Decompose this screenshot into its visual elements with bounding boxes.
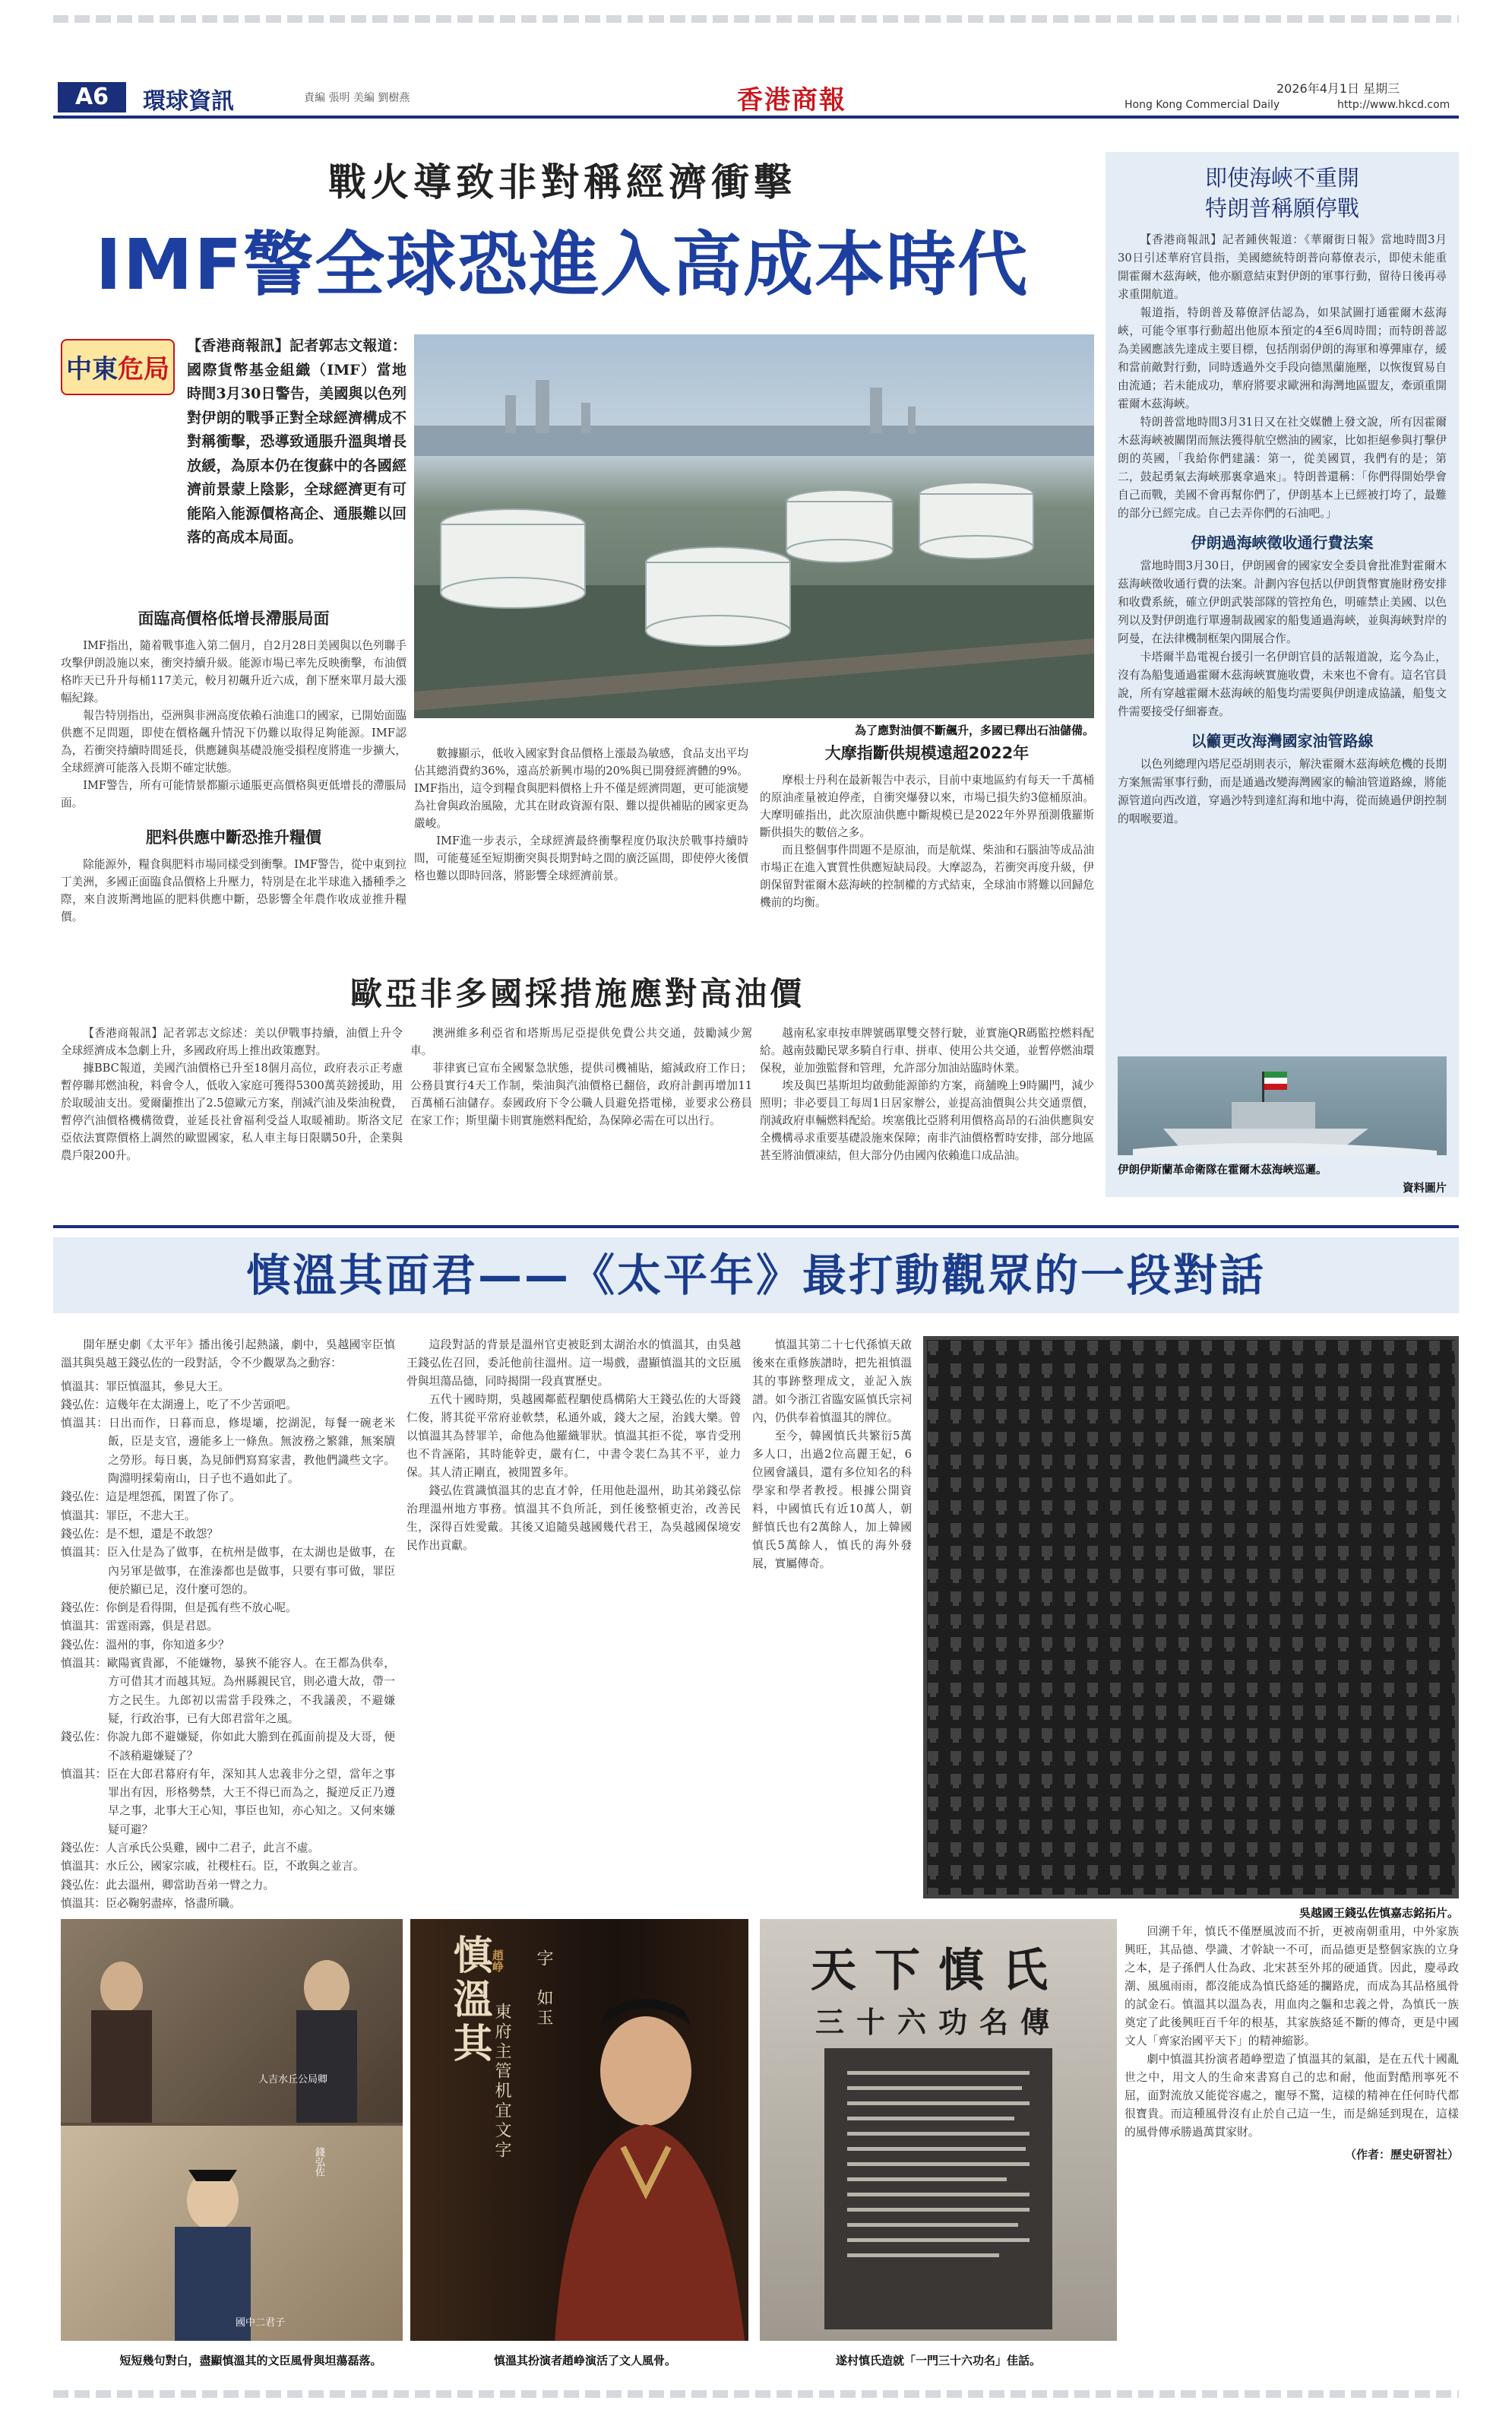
stills-caption: 短短幾句對白，盡顯慎溫其的文臣風骨與坦蕩磊落。 bbox=[119, 2354, 382, 2367]
page-color-bar-bottom bbox=[53, 2390, 1459, 2398]
dialogue-line: 錢弘佐：這幾年在太湖邊上，吃了不少苦頭吧。 bbox=[61, 1398, 297, 1411]
badge-text-a: 中東 bbox=[66, 354, 118, 385]
plaque-inscription bbox=[832, 2063, 1045, 2314]
feature-para-7: 劇中慎溫其扮演者趙峥塑造了慎溫其的氣韻，是在五代十國亂世之中，用文人的生命來書寫自己的忠和耐，他面對酷刑寧死不屈，面對流放又能從容處之，寵辱不驚，這樣的精神在任何時代都很寶貴。而這種風骨沒有止於自己這一生，而是綿延到現在，這樣的風骨傳承勝過萬貫家財。 bbox=[1125, 2053, 1459, 2139]
oil-tanks-photo bbox=[414, 334, 1094, 718]
lead-left-body bbox=[61, 593, 406, 926]
patrol-boat-photo bbox=[1118, 1056, 1447, 1155]
lead-left-column bbox=[61, 334, 406, 550]
lead-para-1: IMF指出，隨着戰事進入第二個月，自2月28日美國與以色列聯手攻擊伊朗設施以來，衝突持續升級。能源市場已率先反映衝擊，布油價格昨天已升升每桶117美元，較月初飆升近六成，創下歷來單月最大漲幅紀錄。 bbox=[61, 639, 406, 705]
stele-rubbing-photo bbox=[923, 1336, 1459, 1898]
stele-texture bbox=[923, 1336, 1459, 1898]
section-name: 環球資訊 bbox=[143, 88, 234, 115]
lead-subhead-2: 肥料供應中斷恐推升糧價 bbox=[146, 828, 321, 847]
sidebar-subhead-2: 伊朗過海峽徵收通行費法案 bbox=[1191, 534, 1374, 552]
sidebar-para-1: 【香港商報訊】記者鍾俠報道：《華爾街日報》當地時間3月30日引述華府官員指，美國總統特朗普向幕僚表示，即使未能重開霍爾木茲海峽，他亦願意結束對伊朗的軍事行動，留待日後再尋求重開航道。 bbox=[1118, 233, 1447, 301]
feature-intro: 開年歷史劇《太平年》播出後引起熱議，劇中，吳越國宰臣慎溫其與吳越王錢弘佐的一段對話，令不少觀眾為之動容： bbox=[61, 1338, 395, 1370]
poster-zi: 字 如玉 bbox=[534, 1949, 553, 2028]
section-divider bbox=[53, 1225, 1459, 1228]
dialogue-line: 慎溫其：臣入仕是為了做事，在杭州是做事，在太湖也是做事，在內另軍是做事，在淮溱都也是做事，只要有事可做，罪臣便於顯已足，沒什麼可怨的。 bbox=[61, 1546, 395, 1596]
lead-para-5: 數據顯示，低收入國家對食品價格上漲最為敏感，食品支出平均佔其總消費約36%，遠高於新興市場的20%與已開發經濟體的9%。IMF指出，這令到糧食與肥料價格上升不僅是經濟問題，更可能演變為社會與政治風險，尤其在財政資源有限、難以提供補貼的國家更為嚴峻。 bbox=[414, 747, 748, 830]
patrol-photo-caption: 伊朗伊斯蘭革命衛隊在霍爾木茲海峽巡邏。 bbox=[1118, 1164, 1327, 1176]
badge-text-b: 危局 bbox=[118, 354, 169, 385]
lead-subhead-1: 面臨高價格低增長滯脹局面 bbox=[138, 610, 330, 628]
plaque-caption: 遂村慎氏造就「一門三十六功名」佳話。 bbox=[835, 2354, 1041, 2367]
euro-para-1: 【香港商報訊】記者郭志文綜述：美以伊戰事持續，油價上升令全球經濟成本急劇上升，多國政府馬上推出政策應對。 bbox=[61, 1027, 403, 1057]
feature-para-2a: 這段對話的背景是溫州官吏被貶到太湖治水的慎溫其，由吳越王錢弘佐召回，委託他前往溫州。這一場戲，盡顯慎溫其的文臣風骨與坦蕩品德，同時揭開一段真實歷史。 bbox=[406, 1338, 741, 1388]
drama-poster-photo bbox=[410, 1919, 748, 2341]
page-color-bar-top bbox=[53, 15, 1459, 23]
lead-para-8: 而且整個事件問題不是原油，而是航煤、柴油和石腦油等成品油市場正在進入實質性供應短缺局段。大摩認為，若衝突再度升級，伊朗保留對霍爾木茲海峽的控制權的方式結束，全球油市將難以回歸危機前的均衡。 bbox=[760, 844, 1094, 909]
feature-headline: 慎溫其面君——《太平年》最打動觀眾的一段對話 bbox=[53, 1237, 1459, 1313]
page-header bbox=[53, 79, 1459, 119]
euro-para-6: 埃及與巴基斯坦均啟動能源節約方案，商舖晚上9時關門，減少照明；非必要員工每周1日居家辦公，並提高油價與公共交通票價，削減政府車輛燃料配給。埃塞俄比亞將利用價格高昂的石油供應與安全機構尋求重要基礎設施來保障；南非汽油價格暫時安排，部分地區甚至將油價凍結，但大部分仍由國內依賴進口成品油。 bbox=[760, 1079, 1094, 1162]
sidebar-headline-1a: 即使海峽不重開 bbox=[1204, 165, 1359, 191]
lead-right-column bbox=[760, 741, 1094, 911]
patrol-boat-illustration bbox=[1118, 1056, 1447, 1155]
poster-caption: 慎溫其扮演者趙峥演活了文人風骨。 bbox=[493, 2354, 676, 2367]
still-label-3: 錢弘佐 bbox=[313, 2147, 324, 2177]
sidebar-para-2: 報道指，特朗普及幕僚評估認為，如果試圖打通霍爾木茲海峽，可能令軍事行動超出他原本預定的4至6周時間；而特朗普認為美國應該先達成主要目標，包括削弱伊朗的海軍和導彈庫存，緩和當前敵對行動，同時透過外交手段向德黑蘭施壓，以恢復貿易自由流通；若未能成功，華府將要求歐洲和海灣地區盟友，牽頭重開霍爾木茲海峽。 bbox=[1118, 306, 1447, 410]
sidebar-subhead-3: 以籲更改海灣國家油管路線 bbox=[1191, 732, 1374, 750]
feature-para-3: 錢弘佐賞識慎溫其的忠直才幹，任用他赴溫州，助其弟錢弘倧治理溫州地方事務。慎溫其不負所託，到任後整頓吏治，改善民生，深得百姓愛戴。其後又追隨吳越國幾代君王，為吳越國保境安民作出貢獻。 bbox=[406, 1484, 741, 1552]
feature-col-2 bbox=[406, 1336, 741, 1555]
dialogue-line: 錢弘佐：溫州的事，你知道多少？ bbox=[61, 1638, 229, 1651]
feature-author: （作者：歷史研習社） bbox=[1344, 2148, 1459, 2161]
lead-kicker: 戰火導致非對稱經濟衝擊 bbox=[328, 160, 796, 204]
lead-para-3: IMF警告，所有可能情景都顯示通脹更高價格與更低增長的滯脹局面。 bbox=[61, 779, 406, 809]
lead-para-2: 報告特別指出，亞洲與非洲高度依賴石油進口的國家，已開始面臨供應不足問題，即使在價格飆升情況下仍難以取得足夠能源。IMF認為，若衝突持續時間延長，供應鏈與基礎設施受損程度將進一步擴大，全球經濟可能落入長期不確定狀態。 bbox=[61, 709, 406, 774]
poster-actor: 趙峥 bbox=[491, 1949, 505, 1972]
feature-para-6: 回溯千年，慎氏不僅歷風波而不折，更被南朝重用，中外家族興旺，其品德、學識、才幹缺一不可，而品德更是整個家族的立身之本，是子孫們人仕為政、北宋甚至外邦的硬通貨。因此，慶尋政潮、風風雨雨，都沒能成為慎氏絡延的攔路虎，而成為其品格風骨的試金石。慎溫其以溫為表，用血肉之軀和忠義之骨，為慎氏一族奠定了此後興旺百千年的根基，其家族絡延不斷的傳奇，更是中國文人「齊家治國平天下」的精神縮影。 bbox=[1125, 1925, 1459, 2047]
euro-col-2 bbox=[410, 1024, 752, 1129]
dialogue-line: 錢弘佐：是不想，還是不敢怨？ bbox=[61, 1527, 219, 1541]
poster-title: 慎溫其 bbox=[446, 1934, 492, 2066]
lead-middle-column bbox=[414, 745, 748, 885]
website-link[interactable]: http://www.hkcd.com bbox=[1337, 99, 1450, 111]
feature-para-5: 至今，韓國慎氏共繁衍5萬多人口，出過2位高麗王妃，6位國會議員，還有多位知名的科學家和學者教授。根據公開資料，中國慎氏有近10萬人，朝鮮慎氏也有2萬餘人，加上韓國慎氏5萬餘人，慎氏的海外發展，實屬傳奇。 bbox=[752, 1430, 912, 1570]
dialogue-line: 錢弘佐：此去溫州，卿當助吾弟一臂之力。 bbox=[61, 1878, 275, 1892]
plaque-subtitle: 三十六功名傳 bbox=[815, 2005, 1061, 2039]
feature-dialogue-column bbox=[61, 1336, 395, 1913]
oil-tanks-illustration bbox=[414, 334, 1094, 718]
patrol-photo-credit: 資料圖片 bbox=[1403, 1183, 1447, 1195]
dialogue-line: 慎溫其：罪臣，不悲大王。 bbox=[61, 1509, 196, 1522]
dialogue-line: 錢弘佐：你倒是看得開，但是孤有些不放心呢。 bbox=[61, 1601, 297, 1615]
dialogue-line: 錢弘佐：你說九郎不避嫌疑，你如此大膽到在孤面前提及大哥，便不該稍避嫌疑了？ bbox=[61, 1731, 395, 1762]
dialogue-line: 錢弘佐：這是埋怨孤，閑置了你了。 bbox=[61, 1490, 241, 1504]
dialogue-line: 慎溫其：日出而作，日暮而息，修堤壩，挖湖泥，每餐一碗老米飯，臣是支官，邊能多上一條魚。無波務之繁雜，無案牘之勞形。每日裏，為見師們寫寫家書，教他們識些文字。陶淵明採菊南山，日子也不過如此了。 bbox=[61, 1417, 395, 1486]
dialogue-line: 慎溫其：歐陽賓貴鄙，不能嫌物，暴狹不能容人。在王都為供奉，方可借其才而越其短。為州縣親民官，則必遺大故，帶一方之民生。九郎初以需當手段殊之，不我議羨，不避嫌疑，行政治事，已有大郎君當年之風。 bbox=[61, 1657, 395, 1725]
editor-credits: 責編 張明 美編 劉樹燕 bbox=[304, 92, 410, 104]
still-label-2: 國中二君子 bbox=[236, 2317, 286, 2329]
sidebar-para-3: 特朗普當地時間3月31日又在社交媒體上發文說，所有因霍爾木茲海峽被關閉而無法獲得航空燃油的國家，比如拒絕參與打擊伊朗的英國，「我給你們建議：第一，從美國買，我們有的是；第二，鼓起勇氣去海峽那裏拿過來」。特朗普還稱：「你們得開始學會自己而戰，美國不會再幫你們了，伊朗基本上已經被打垮了，最難的部分已經完成。自己去弄你們的石油吧。」 bbox=[1118, 416, 1447, 520]
euro-para-5: 越南私家車按車牌號碼單雙交替行駛，並實施QR碼監控燃料配給。越南鼓勵民眾多騎自行車、拼車、使用公共交通，並暫停燃油環保稅，並加強監督和管理，允許部分加油站臨時休業。 bbox=[760, 1027, 1094, 1075]
paper-logo: 香港商報 bbox=[737, 85, 846, 116]
dialogue-line: 慎溫其：雷霆雨露，俱是君恩。 bbox=[61, 1620, 219, 1633]
euro-para-4: 菲律賓已宣布全國緊急狀態，提供司機補貼，縮減政府工作日；公務員實行4天工作制，柴油與汽油價格已翻倍，政府計劃再增加11百萬桶石油儲存。泰國政府下令公職人員避免搭電梯，並要求公務員在家工作；斯里蘭卡則實施燃料配給，為保障必需在可以出行。 bbox=[410, 1062, 752, 1127]
lead-intro: 【香港商報訊】記者郭志文報道：國際貨幣基金組織（IMF）當地時間3月30日警告，美國與以色列對伊朗的戰爭正對全球經濟構成不對稱衝擊，恐導致通脹升溫與增長放緩，為原本仍在復蘇中的各國經濟前景蒙上陰影，全球經濟更有可能陷入能源價格高企、通脹難以回落的高成本局面。 bbox=[187, 337, 406, 546]
feature-col-4 bbox=[1125, 1923, 1459, 2162]
dialogue-line: 慎溫其：罪臣慎溫其，參見大王。 bbox=[61, 1379, 229, 1393]
lead-headline: IMF警全球恐進入高成本時代 bbox=[95, 224, 1030, 306]
sidebar-para-6: 以色列總理內塔尼亞胡則表示，解決霍爾木茲海峽危機的長期方案無需軍事行動，而是通過改變海灣國家的輸油管道路線，將能源管道向西改道，穿過沙特到達紅海和地中海，從而繞過伊朗控制的咽喉要道。 bbox=[1118, 758, 1447, 825]
euro-col-3 bbox=[760, 1024, 1094, 1164]
euro-headline: 歐亞非多國採措施應對高油價 bbox=[350, 975, 805, 1012]
sidebar-para-5: 卡塔爾半島電視台援引一名伊朗官員的話報道說，迄今為止，沒有為船隻通過霍爾木茲海峽實施收費，未來也不會有。這名官員說，所有穿越霍爾木茲海峽的船隻均需要與伊朗達成協議，船隻文件需要接受仔細審查。 bbox=[1118, 651, 1447, 718]
feature-para-4: 慎溫其第二十七代孫慎天啟後來在重修族譜時，把先祖慎溫其的事跡整理成文，並記入族譜。如今浙江省臨安區慎氏宗祠內，仍供奉着慎溫其的牌位。 bbox=[752, 1338, 912, 1424]
sidebar-headline-1b: 特朗普稱願停戰 bbox=[1204, 195, 1359, 221]
lead-subhead-3: 大摩指斷供規模遠超2022年 bbox=[824, 744, 1030, 762]
page-number: A6 bbox=[58, 82, 126, 112]
dialogue-line: 慎溫其：水丘公，國家宗戚，社稷柱石。臣，不敢與之並言。 bbox=[61, 1860, 365, 1873]
still-label-1: 人吉水丘公局卿 bbox=[258, 2074, 328, 2085]
plaque-title: 天下慎氏 bbox=[811, 1944, 1066, 1997]
clan-plaque-photo bbox=[760, 1919, 1117, 2341]
poster-subtitle: 東府主管机宜文字 bbox=[492, 2003, 511, 2161]
stele-caption: 吳越國王錢弘佐慎嘉志銘拓片。 bbox=[1298, 1906, 1459, 1920]
sidebar-headline-1 bbox=[1106, 163, 1459, 223]
trump-sidebar bbox=[1106, 152, 1459, 1197]
oil-photo-caption: 為了應對油價不斷飆升，多國已釋出石油儲備。 bbox=[854, 724, 1094, 737]
paper-english-name: Hong Kong Commercial Daily bbox=[1125, 99, 1280, 111]
euro-para-3: 澳洲維多利亞省和塔斯馬尼亞提供免費公共交通，鼓勵減少駕車。 bbox=[410, 1027, 752, 1057]
issue-date: 2026年4月1日 星期三 bbox=[1276, 81, 1400, 96]
dialogue-line: 慎溫其：臣在大郎君幕府有年，深知其人忠義非分之望，當年之事罪出有因，形格勢禁，大王不得已而為之，擬逆反正乃遵早之事，北事大王心知，事臣也知，亦心知之。又何來嫌疑可避？ bbox=[61, 1767, 395, 1836]
stills-figures bbox=[61, 1919, 403, 2341]
lead-para-7: 摩根士丹利在最新報告中表示，目前中東地區約有每天一千萬桶的原油產量被迫停產，自衝突爆發以來，市場已損失約3億桶原油。大摩明確指出，此次原油供應中斷規模已是2022年外界預測俄羅斯斷供損失的數倍之多。 bbox=[760, 774, 1094, 839]
euro-col-1 bbox=[61, 1024, 403, 1164]
feature-para-2b: 五代十國時期，吳越國鄰藍程駟使爲構陷大王錢弘佐的大哥錢仁俊，將其從平常府並軟禁，私通外戚，錢大之屋，治銭大樂。曾以慎溫其為替罪羊，命他為他羅織罪狀。慎溫其拒不從，寧肯受刑也不肯誣陷，其時能幹吏，嚴有仁，中書令裴仁為其不平，並力保。其人清正剛直，被閒置多年。 bbox=[406, 1393, 741, 1479]
dialogue-line: 錢弘佐：人言承氏公吳雞，國中二君子，此言不虛。 bbox=[61, 1841, 320, 1855]
lead-para-4: 除能源外，糧食與肥料市場同樣受到衝擊。IMF警告，從中東到拉丁美洲，多國正面臨食品價格上升壓力，特別是在北半球進入播種季之際，來自波斯灣地區的肥料供應中斷，恐影響全年農作收成並推升糧價。 bbox=[61, 858, 406, 923]
euro-para-2: 據BBC報道，美國汽油價格已升至18個月高位，政府表示正考慮暫停聯邦燃油稅，料會令人，低收入家庭可獲得5300萬英鎊援助，用於取暖油支出。愛爾蘭推出了2.5億歐元方案，削減汽油及柴油稅費，暫停汽油價格機構徵費，並延長社會福利受益人取暖補助。斯洛文尼亞依法實際價格上調然的歐盟國家，私人車主每日限購50升，企業與農戶限200升。 bbox=[61, 1062, 403, 1162]
lead-para-6: IMF進一步表示，全球經濟最終衝擊程度仍取決於戰事持續時間，可能蔓延至短期衝突與長期對峙之間的廣泛區間，即使停火後價格也難以即時回落，將影響全球經濟前景。 bbox=[414, 834, 748, 882]
dialogue-line: 慎溫其：臣必鞠躬盡瘁，恪盡所職。 bbox=[61, 1896, 241, 1910]
drama-stills-photo bbox=[61, 1919, 403, 2341]
sidebar-para-4: 當地時間3月30日，伊朗國會的國家安全委員會批准對霍爾木茲海峽徵收通行費的法案。計劃內容包括以伊朗貨幣實施財務安排和收費系統，確立伊朗武裝部隊的管控角色，明確禁止美國、以色列以及對伊朗進行單邊制裁國家的船隻通過海峽，並與海峽對岸的阿曼，在法律機制框架內開展合作。 bbox=[1118, 559, 1447, 645]
feature-col-3 bbox=[752, 1336, 912, 1573]
